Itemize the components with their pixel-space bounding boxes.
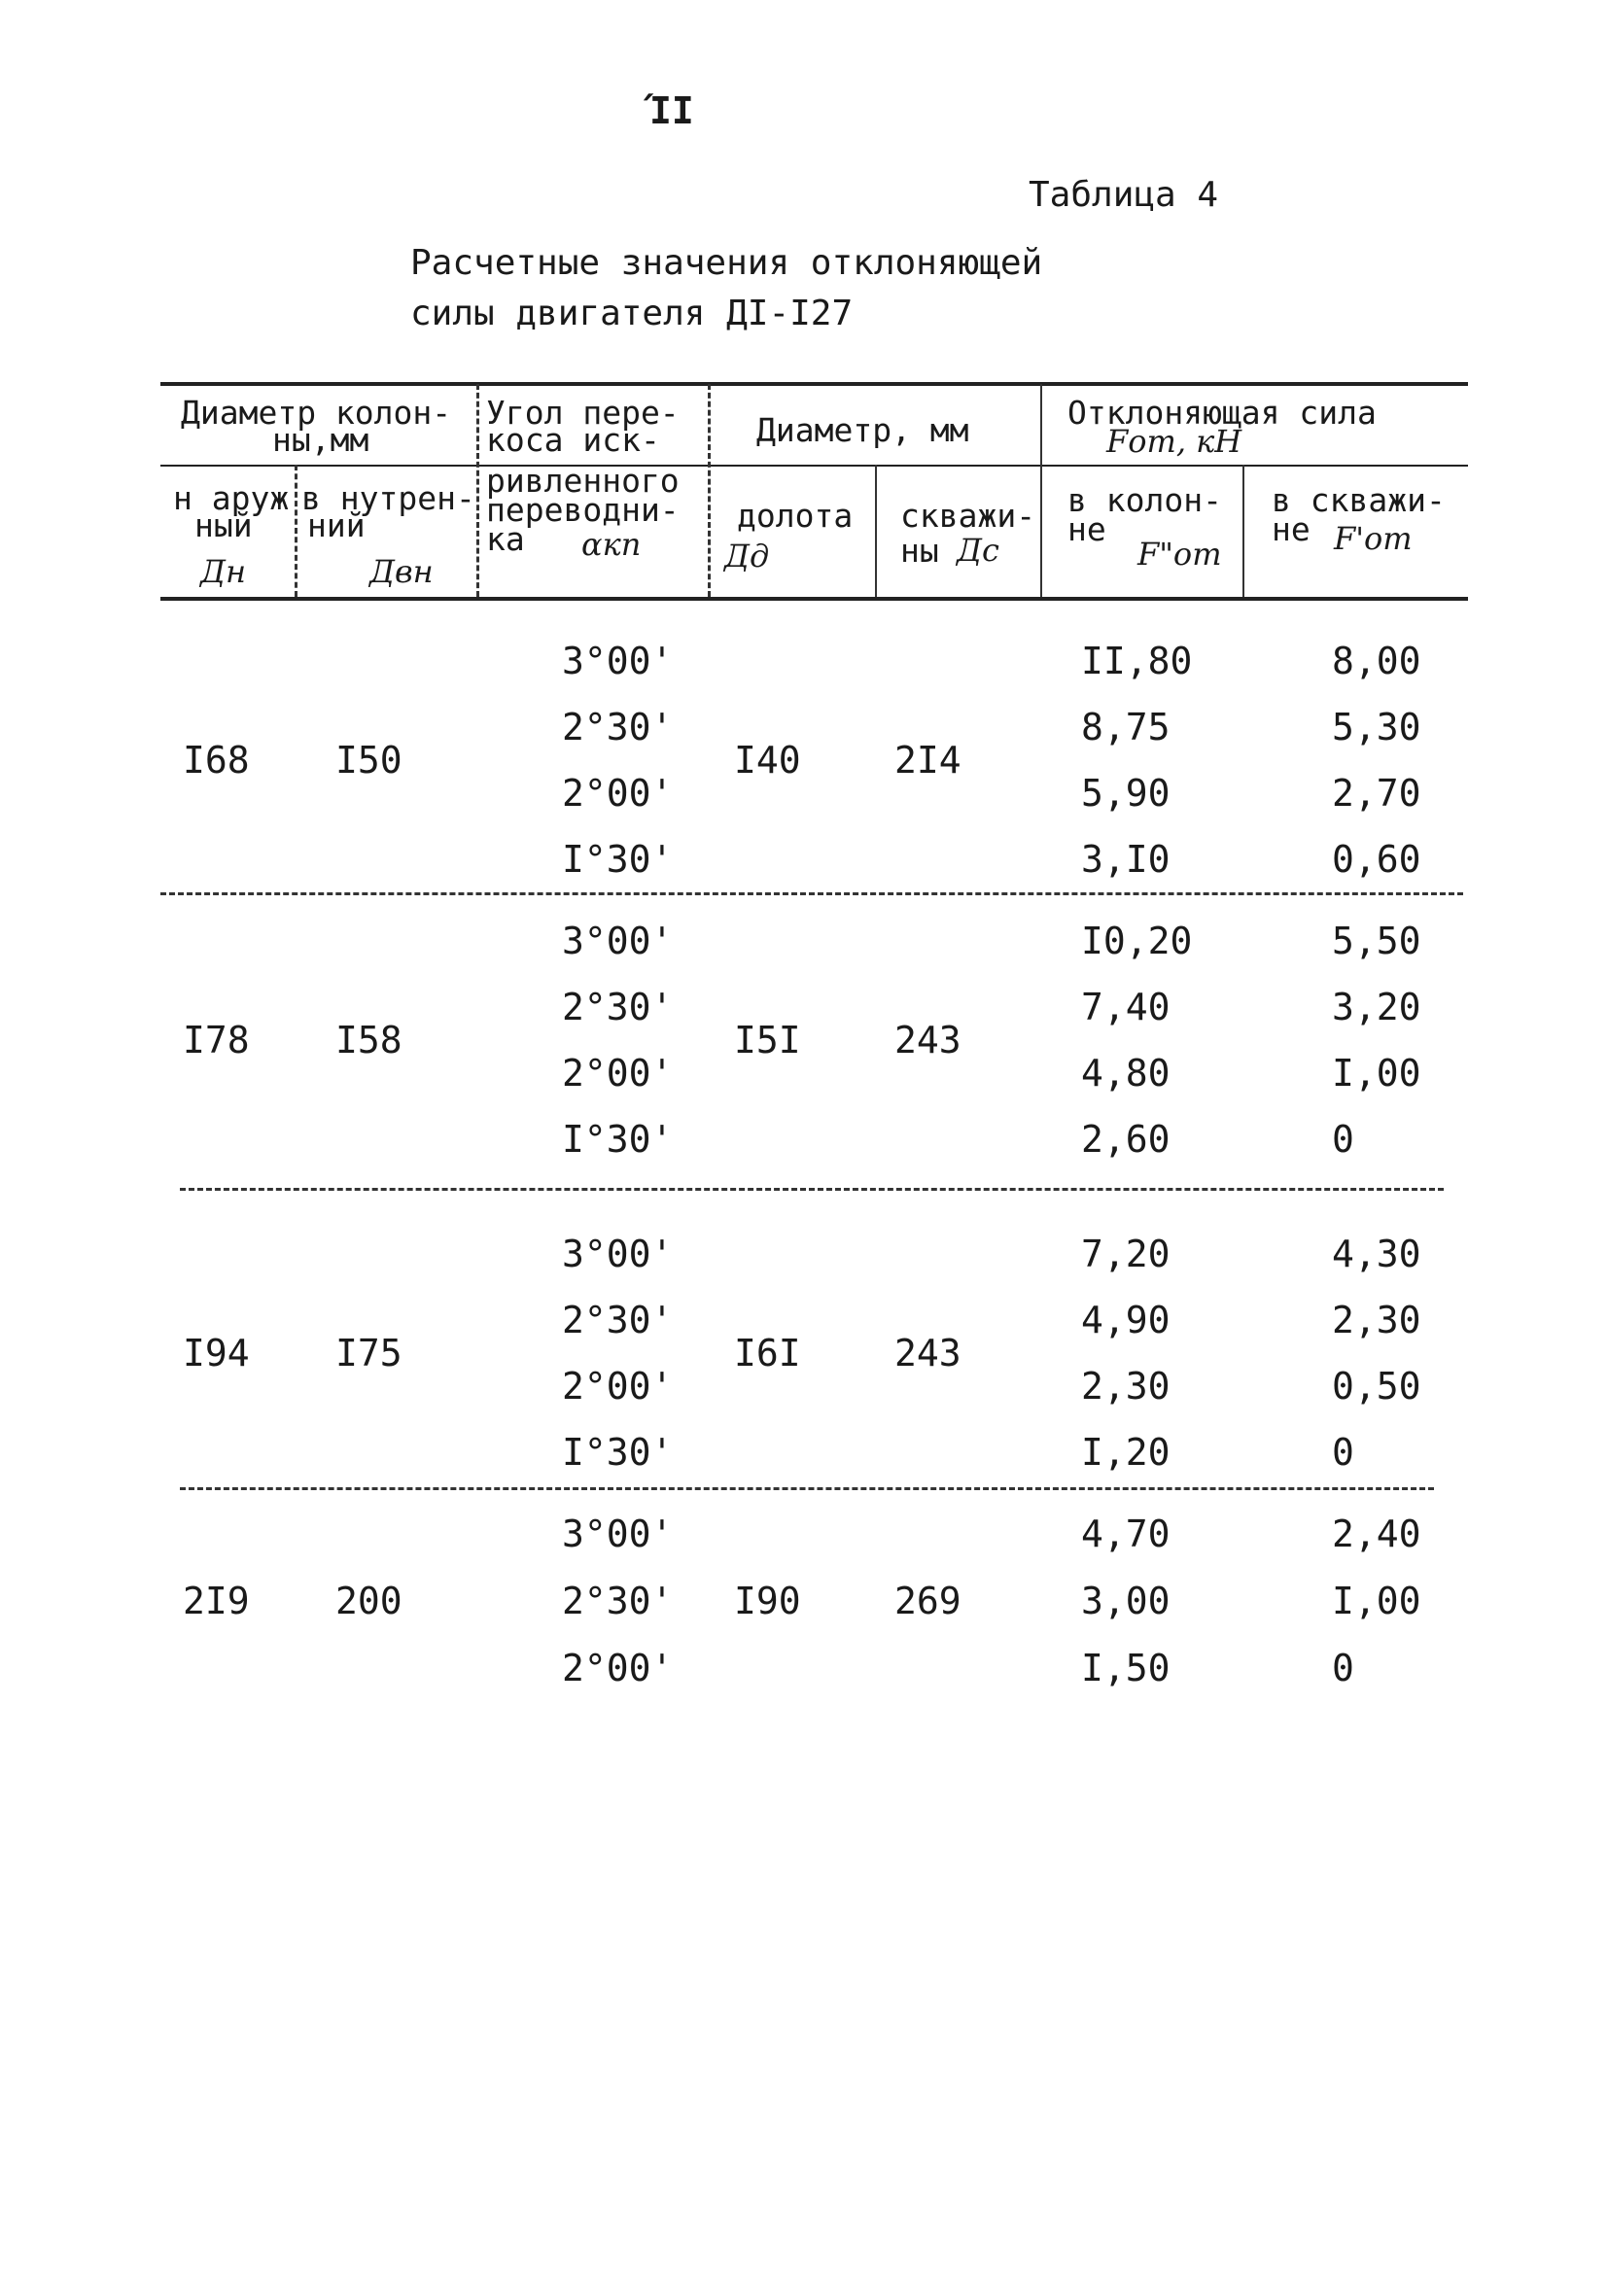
- group-4-bit-diameter: I90: [734, 1580, 801, 1622]
- group-4-force-well: 2,40: [1332, 1513, 1421, 1555]
- header-angle-symbol: αкп: [581, 526, 642, 563]
- group-3-bit-diameter: I6I: [734, 1332, 801, 1374]
- group-4-force-column: 3,00: [1081, 1580, 1171, 1622]
- group-separator: [180, 1487, 1434, 1490]
- group-1-angle: 2°00': [562, 772, 674, 815]
- group-1-force-column: II,80: [1081, 640, 1193, 682]
- group-2-force-column: 2,60: [1081, 1118, 1171, 1161]
- header-force-column-symbol: F"от: [1137, 536, 1222, 573]
- header-column-diameter: Диаметр колон-: [181, 394, 452, 432]
- header-outer-2: ный: [194, 506, 253, 544]
- group-3-force-column: I,20: [1081, 1431, 1171, 1474]
- header-bit-1: долота: [737, 497, 854, 535]
- header-diameter-mm: Диаметр, мм: [756, 411, 969, 449]
- group-4-inner-diameter: 200: [335, 1580, 402, 1622]
- group-2-force-well: 3,20: [1332, 986, 1421, 1028]
- group-3-well-diameter: 243: [894, 1332, 961, 1374]
- group-3-force-well: 0,50: [1332, 1365, 1421, 1408]
- group-4-force-well: I,00: [1332, 1580, 1421, 1622]
- header-divider-2: [476, 384, 479, 597]
- group-3-angle: 3°00': [562, 1233, 674, 1275]
- group-2-angle: I°30': [562, 1118, 674, 1161]
- header-divider-4: [875, 465, 877, 597]
- header-well-2: ны: [900, 532, 939, 570]
- header-divider-5: [1040, 384, 1042, 597]
- group-3-force-column: 7,20: [1081, 1233, 1171, 1275]
- group-2-force-column: I0,20: [1081, 920, 1193, 962]
- page-number: ΊΙ: [649, 89, 694, 132]
- group-2-bit-diameter: I5I: [734, 1019, 801, 1061]
- group-4-force-column: I,50: [1081, 1647, 1171, 1689]
- group-1-force-column: 5,90: [1081, 772, 1171, 815]
- table-top-rule: [160, 382, 1468, 386]
- header-angle-5: ка: [486, 520, 525, 558]
- group-3-force-column: 4,90: [1081, 1299, 1171, 1341]
- group-3-outer-diameter: I94: [183, 1332, 250, 1374]
- group-1-force-column: 8,75: [1081, 706, 1171, 748]
- group-3-force-well: 2,30: [1332, 1299, 1421, 1341]
- header-angle-2: коса иск-: [486, 421, 660, 459]
- table-label: Таблица 4: [1029, 175, 1219, 215]
- header-divider-6: [1242, 465, 1244, 597]
- group-4-outer-diameter: 2I9: [183, 1580, 250, 1622]
- group-2-force-column: 7,40: [1081, 986, 1171, 1028]
- group-2-angle: 2°00': [562, 1052, 674, 1095]
- header-angle-1: Угол пере-: [486, 394, 680, 432]
- header-outer-1: н аруж: [173, 479, 290, 517]
- header-inner-1: в нутрен-: [301, 479, 475, 517]
- group-2-inner-diameter: I58: [335, 1019, 402, 1061]
- header-force-well-2: не: [1272, 510, 1311, 548]
- group-1-well-diameter: 2I4: [894, 739, 961, 782]
- group-2-angle: 2°30': [562, 986, 674, 1028]
- header-well-symbol: Дс: [957, 532, 999, 569]
- group-separator: [160, 892, 1463, 895]
- group-3-inner-diameter: I75: [335, 1332, 402, 1374]
- header-bit-symbol: Дд: [724, 538, 770, 574]
- group-separator: [180, 1188, 1444, 1191]
- header-angle-4: переводни-: [486, 491, 680, 529]
- group-1-force-column: 3,I0: [1081, 838, 1171, 881]
- header-inner-2: ний: [307, 506, 366, 544]
- header-force-symbol: Fот, кН: [1106, 423, 1242, 460]
- header-well-1: скважи-: [900, 497, 1036, 535]
- group-4-angle: 3°00': [562, 1513, 674, 1555]
- group-3-angle: 2°00': [562, 1365, 674, 1408]
- group-4-well-diameter: 269: [894, 1580, 961, 1622]
- header-outer-symbol: Дн: [200, 553, 247, 590]
- header-force-well-1: в скважи-: [1272, 481, 1446, 519]
- header-force-column-1: в колон-: [1067, 481, 1222, 519]
- group-2-force-well: I,00: [1332, 1052, 1421, 1095]
- header-mid-rule: [160, 465, 1468, 467]
- group-1-angle: 3°00': [562, 640, 674, 682]
- group-3-force-well: 0: [1332, 1431, 1354, 1474]
- group-2-force-column: 4,80: [1081, 1052, 1171, 1095]
- group-1-angle: 2°30': [562, 706, 674, 748]
- table-caption-line-1: Расчетные значения отклоняющей: [410, 243, 1043, 283]
- group-2-force-well: 5,50: [1332, 920, 1421, 962]
- header-force: Отклоняющая сила: [1067, 394, 1377, 432]
- header-column-diameter-2: ны,мм: [272, 421, 369, 459]
- group-2-force-well: 0: [1332, 1118, 1354, 1161]
- header-inner-symbol: Двн: [369, 553, 434, 590]
- group-1-force-well: 5,30: [1332, 706, 1421, 748]
- table-caption-line-2: силы двигателя ДI-I27: [410, 294, 854, 333]
- group-3-angle: 2°30': [562, 1299, 674, 1341]
- group-1-force-well: 8,00: [1332, 640, 1421, 682]
- group-2-well-diameter: 243: [894, 1019, 961, 1061]
- header-divider-1: [295, 465, 297, 597]
- header-bottom-rule: [160, 597, 1468, 601]
- group-4-force-column: 4,70: [1081, 1513, 1171, 1555]
- header-force-well-symbol: F'от: [1334, 520, 1413, 557]
- group-3-force-column: 2,30: [1081, 1365, 1171, 1408]
- group-4-angle: 2°00': [562, 1647, 674, 1689]
- group-3-angle: I°30': [562, 1431, 674, 1474]
- header-angle-3: ривленного: [486, 462, 680, 500]
- group-1-force-well: 2,70: [1332, 772, 1421, 815]
- group-1-outer-diameter: I68: [183, 739, 250, 782]
- group-3-force-well: 4,30: [1332, 1233, 1421, 1275]
- group-1-inner-diameter: I50: [335, 739, 402, 782]
- group-4-angle: 2°30': [562, 1580, 674, 1622]
- group-1-angle: I°30': [562, 838, 674, 881]
- header-divider-3: [708, 384, 711, 597]
- group-1-bit-diameter: I40: [734, 739, 801, 782]
- header-force-column-2: не: [1067, 510, 1106, 548]
- group-1-force-well: 0,60: [1332, 838, 1421, 881]
- group-4-force-well: 0: [1332, 1647, 1354, 1689]
- group-2-outer-diameter: I78: [183, 1019, 250, 1061]
- group-2-angle: 3°00': [562, 920, 674, 962]
